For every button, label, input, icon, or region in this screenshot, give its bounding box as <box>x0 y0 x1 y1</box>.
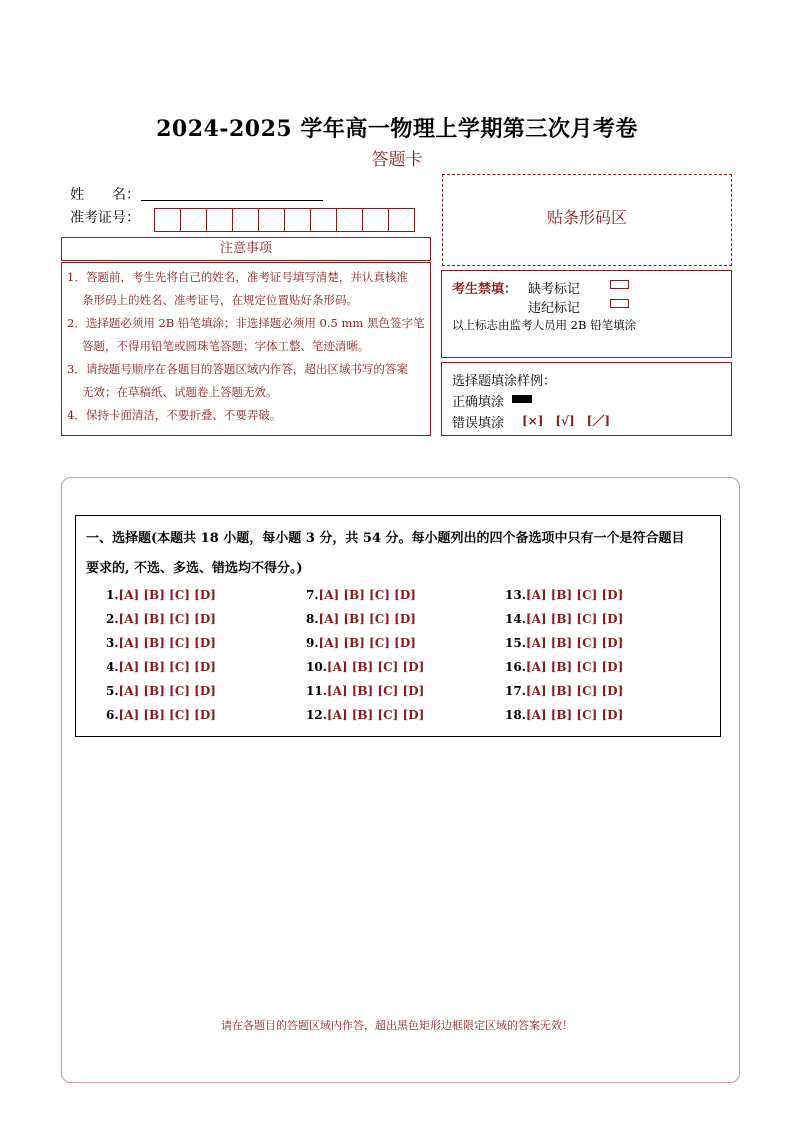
question-number: 11. <box>306 684 327 698</box>
question-item[interactable] <box>106 588 216 602</box>
barcode-area: 贴条形码区 <box>442 174 732 266</box>
mcq-heading-line: 一、选择题(本题共 18 小题，每小题 3 分，共 54 分。每小题列出的四个备选项中只有一个是符合题目 <box>86 531 685 546</box>
exam-id-cell[interactable] <box>180 208 207 232</box>
answer-options[interactable]: [A] [B] [C] [D] <box>525 612 624 626</box>
exam-id-cell[interactable] <box>258 208 285 232</box>
exam-id-cell[interactable] <box>310 208 337 232</box>
question-number: 7. <box>306 588 319 602</box>
question-number: 6. <box>106 708 119 722</box>
page-title: 2024-2025 学年高一物理上学期第三次月考卷 <box>156 116 638 142</box>
answer-options[interactable]: [A] [B] [C] [D] <box>326 684 425 698</box>
question-number: 12. <box>306 708 327 722</box>
forbid-note: 以上标志由监考人员用 2B 铅笔填涂 <box>452 318 637 332</box>
question-item[interactable] <box>505 708 623 722</box>
notice-item: 条形码上的姓名、准考证号，在规定位置贴好条形码。 <box>82 293 358 307</box>
exam-id-cell[interactable] <box>154 208 181 232</box>
exam-id-cell[interactable] <box>362 208 389 232</box>
name-label: 姓 名： <box>70 187 140 203</box>
mcq-section <box>75 515 721 737</box>
question-number: 14. <box>505 612 526 626</box>
notice-item: 答题，不得用铅笔或圆珠笔答题；字体工整、笔迹清晰。 <box>82 339 370 353</box>
notice-item: 4．保持卡面清洁，不要折叠、不要弄破。 <box>67 408 282 422</box>
question-number: 3. <box>106 636 119 650</box>
answer-options[interactable]: [A] [B] [C] [D] <box>118 636 216 650</box>
mcq-heading-line: 要求的, 不选、多选、错选均不得分。) <box>86 561 303 576</box>
answer-options[interactable]: [A] [B] [C] [D] <box>118 684 216 698</box>
mcq-heading <box>86 524 714 584</box>
question-item[interactable] <box>306 684 424 698</box>
sample-title: 选择题填涂样例： <box>452 374 557 389</box>
exam-id-cell[interactable] <box>206 208 233 232</box>
question-item[interactable] <box>306 660 424 674</box>
question-item[interactable] <box>505 612 623 626</box>
wrong-fill-marks: [×] [√] [／] <box>522 414 611 428</box>
notice-item: 1．答题前，考生先将自己的姓名，准考证号填写清楚，并认真核准 <box>67 270 408 284</box>
exam-id-cell[interactable] <box>284 208 311 232</box>
question-item[interactable] <box>106 636 216 650</box>
question-item[interactable] <box>306 636 416 650</box>
question-item[interactable] <box>306 708 424 722</box>
page-subtitle: 答题卡 <box>371 150 423 170</box>
question-number: 8. <box>306 612 319 626</box>
question-number: 2. <box>106 612 119 626</box>
answer-options[interactable]: [A] [B] [C] [D] <box>118 660 216 674</box>
answer-options[interactable]: [A] [B] [C] [D] <box>525 588 624 602</box>
question-number: 9. <box>306 636 319 650</box>
exam-id-label: 准考证号： <box>70 210 140 226</box>
answer-options[interactable]: [A] [B] [C] [D] <box>326 708 425 722</box>
answer-options[interactable]: [A] [B] [C] [D] <box>318 588 416 602</box>
absent-mark-box[interactable] <box>610 280 629 289</box>
answer-options[interactable]: [A] [B] [C] [D] <box>118 708 216 722</box>
question-item[interactable] <box>306 612 416 626</box>
forbid-title: 考生禁填： <box>452 282 518 297</box>
answer-options[interactable]: [A] [B] [C] [D] <box>525 684 624 698</box>
answer-options[interactable]: [A] [B] [C] [D] <box>318 612 416 626</box>
name-field[interactable] <box>141 200 323 201</box>
notice-item: 无效；在草稿纸、试题卷上答题无效。 <box>82 385 278 399</box>
violation-label: 违纪标记 <box>528 301 581 316</box>
wrong-fill-label: 错误填涂 <box>452 416 505 431</box>
question-number: 16. <box>505 660 526 674</box>
notice-box <box>61 262 431 436</box>
notice-item: 2．选择题必须用 2B 铅笔填涂；非选择题必须用 0.5 mm 黑色签字笔 <box>67 316 425 330</box>
answer-options[interactable]: [A] [B] [C] [D] <box>525 636 624 650</box>
question-item[interactable] <box>306 588 416 602</box>
question-number: 13. <box>505 588 526 602</box>
question-item[interactable] <box>505 660 623 674</box>
question-number: 18. <box>505 708 526 722</box>
question-number: 10. <box>306 660 327 674</box>
exam-id-cell[interactable] <box>336 208 363 232</box>
question-number: 15. <box>505 636 526 650</box>
correct-fill-label: 正确填涂 <box>452 395 505 410</box>
absent-label: 缺考标记 <box>528 282 581 297</box>
exam-id-boxes[interactable] <box>155 208 415 232</box>
question-item[interactable] <box>106 660 216 674</box>
exam-id-cell[interactable] <box>232 208 259 232</box>
answer-options[interactable]: [A] [B] [C] [D] <box>525 660 624 674</box>
footer-note: 请在各题目的答题区域内作答，超出黑色矩形边框限定区域的答案无效！ <box>221 1019 573 1032</box>
question-number: 5. <box>106 684 119 698</box>
answer-options[interactable]: [A] [B] [C] [D] <box>525 708 624 722</box>
exam-id-cell[interactable] <box>388 208 415 232</box>
answer-options[interactable]: [A] [B] [C] [D] <box>318 636 416 650</box>
question-item[interactable] <box>106 612 216 626</box>
notice-title: 注意事项 <box>61 237 431 261</box>
question-item[interactable] <box>106 684 216 698</box>
correct-fill-swatch <box>512 395 532 403</box>
violation-mark-box[interactable] <box>610 299 629 308</box>
fill-sample-box <box>441 362 732 436</box>
question-number: 1. <box>106 588 119 602</box>
forbid-box <box>441 270 732 358</box>
question-number: 4. <box>106 660 119 674</box>
question-item[interactable] <box>505 684 623 698</box>
answer-options[interactable]: [A] [B] [C] [D] <box>326 660 425 674</box>
question-item[interactable] <box>505 588 623 602</box>
answer-options[interactable]: [A] [B] [C] [D] <box>118 612 216 626</box>
question-item[interactable] <box>505 636 623 650</box>
question-item[interactable] <box>106 708 216 722</box>
notice-item: 3．请按题号顺序在各题目的答题区域内作答，超出区域书写的答案 <box>67 362 408 376</box>
question-number: 17. <box>505 684 526 698</box>
answer-options[interactable]: [A] [B] [C] [D] <box>118 588 216 602</box>
